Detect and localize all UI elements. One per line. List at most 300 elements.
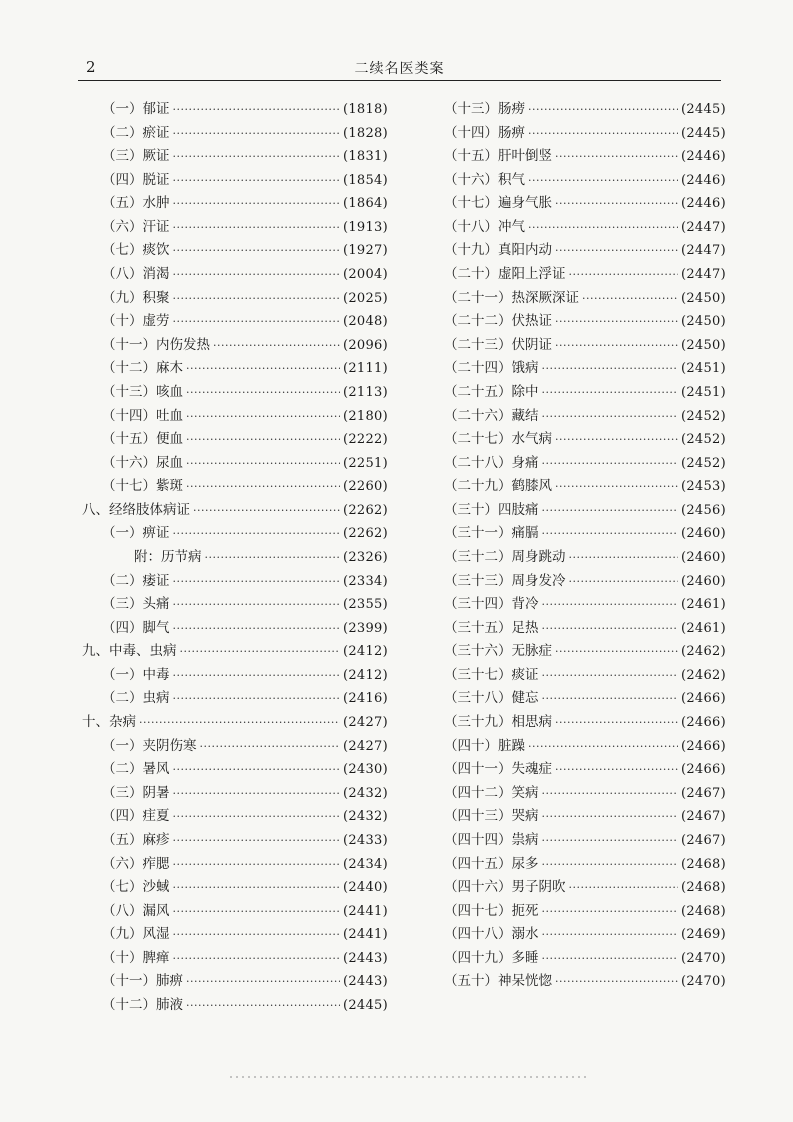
dot-leader bbox=[528, 740, 678, 753]
toc-entry-page: (2180) bbox=[342, 408, 388, 424]
dot-leader bbox=[173, 103, 340, 116]
dot-leader bbox=[173, 905, 340, 918]
toc-entry-title: （十二）肺液 bbox=[102, 996, 183, 1013]
dot-leader bbox=[173, 244, 340, 257]
toc-entry[interactable] bbox=[82, 380, 388, 404]
dot-leader bbox=[173, 315, 340, 328]
toc-entry-title: （五）麻疹 bbox=[102, 831, 170, 848]
toc-entry-title: （十七）遍身气胀 bbox=[444, 195, 552, 212]
toc-entry[interactable] bbox=[82, 168, 388, 192]
dot-leader bbox=[186, 999, 340, 1012]
toc-entry-title: （二）痿证 bbox=[102, 572, 170, 589]
toc-entry-title: （四十五）尿多 bbox=[444, 855, 539, 872]
toc-entry-page: (2445) bbox=[342, 997, 388, 1013]
toc-entry-page: (2096) bbox=[342, 337, 388, 353]
toc-entry-title: （四）疰夏 bbox=[102, 808, 170, 825]
toc-entry[interactable] bbox=[444, 404, 726, 428]
toc-entry[interactable] bbox=[82, 404, 388, 428]
dot-leader bbox=[186, 386, 340, 399]
toc-entry-title: （十九）真阳内动 bbox=[444, 242, 552, 259]
toc-entry-page: (2467) bbox=[680, 809, 726, 825]
header-rule bbox=[78, 80, 721, 81]
toc-entry-page: (2460) bbox=[680, 573, 726, 589]
toc-entry-title: （三十四）背冷 bbox=[444, 596, 539, 613]
toc-entry-page: (2443) bbox=[342, 974, 388, 990]
toc-entry[interactable] bbox=[82, 451, 388, 475]
toc-entry-title: （十五）便血 bbox=[102, 431, 183, 448]
dot-leader bbox=[542, 598, 678, 611]
dot-leader bbox=[173, 174, 340, 187]
toc-left-column bbox=[82, 97, 388, 1017]
toc-entry-page: (2462) bbox=[680, 644, 726, 660]
toc-entry-title: （十三）肠痨 bbox=[444, 101, 525, 117]
toc-entry-page: (2048) bbox=[342, 314, 388, 330]
toc-entry-title: （十三）咳血 bbox=[102, 383, 183, 400]
toc-entry-title: （十二）麻木 bbox=[102, 360, 183, 377]
toc-entry-title: （二）瘀证 bbox=[102, 124, 170, 141]
dot-leader bbox=[173, 787, 340, 800]
dot-leader bbox=[186, 362, 340, 375]
toc-entry-page: (2450) bbox=[680, 337, 726, 353]
toc-entry-title: （二）虫病 bbox=[102, 690, 170, 707]
dot-leader bbox=[139, 716, 340, 729]
toc-entry-page: (2451) bbox=[680, 361, 726, 377]
toc-entry-page: (2446) bbox=[680, 149, 726, 165]
toc-entry-page: (2334) bbox=[342, 573, 388, 589]
toc-entry[interactable] bbox=[444, 521, 726, 545]
toc-entry-title: （十）脾瘅 bbox=[102, 949, 170, 966]
toc-entry-page: (2222) bbox=[342, 432, 388, 448]
toc-entry-title: （十四）肠痹 bbox=[444, 124, 525, 141]
toc-entry-page: (2427) bbox=[342, 715, 388, 731]
toc-entry[interactable] bbox=[82, 356, 388, 380]
toc-entry-title: （三十五）足热 bbox=[444, 619, 539, 636]
toc-entry-page: (2446) bbox=[680, 196, 726, 212]
toc-entry[interactable] bbox=[82, 686, 388, 710]
toc-entry-title: （三十六）无脉症 bbox=[444, 643, 552, 660]
toc-entry-title: （九）风湿 bbox=[102, 926, 170, 943]
dot-leader bbox=[173, 810, 340, 823]
toc-entry-page: (2446) bbox=[680, 172, 726, 188]
toc-entry[interactable] bbox=[82, 191, 388, 215]
dot-leader bbox=[542, 527, 678, 540]
toc-entry-page: (2466) bbox=[680, 691, 726, 707]
dot-leader bbox=[173, 881, 340, 894]
dot-leader bbox=[173, 834, 340, 847]
toc-entry-page: (2466) bbox=[680, 762, 726, 778]
toc-entry-page: (1854) bbox=[342, 172, 388, 188]
toc-entry-title: （七）沙蜮 bbox=[102, 879, 170, 896]
toc-entry-title: （四十六）男子阴吹 bbox=[444, 879, 566, 896]
toc-entry[interactable] bbox=[444, 592, 726, 616]
toc-entry-title: （四十一）失魂症 bbox=[444, 761, 552, 778]
toc-entry-page: (2460) bbox=[680, 549, 726, 565]
toc-entry-title: （四十四）祟病 bbox=[444, 831, 539, 848]
toc-entry-page: (2456) bbox=[680, 502, 726, 518]
toc-entry-title: （十七）紫斑 bbox=[102, 478, 183, 495]
toc-entry-page: (2262) bbox=[342, 502, 388, 518]
dot-leader bbox=[173, 669, 340, 682]
toc-entry[interactable] bbox=[82, 545, 388, 569]
toc-entry[interactable] bbox=[444, 498, 726, 522]
dot-leader bbox=[186, 433, 340, 446]
toc-entry-page: (1927) bbox=[342, 243, 388, 259]
toc-entry[interactable] bbox=[82, 569, 388, 593]
dot-leader bbox=[173, 763, 340, 776]
dot-leader bbox=[582, 292, 678, 305]
toc-entry[interactable] bbox=[444, 734, 726, 758]
dot-leader bbox=[542, 928, 678, 941]
toc-entry-page: (2445) bbox=[680, 125, 726, 141]
toc-entry[interactable] bbox=[444, 380, 726, 404]
dot-leader bbox=[542, 858, 678, 871]
toc-entry-title: 十、杂病 bbox=[82, 714, 136, 731]
toc-entry[interactable] bbox=[82, 852, 388, 876]
toc-entry-page: (1828) bbox=[342, 125, 388, 141]
toc-entry-page: (2453) bbox=[680, 479, 726, 495]
toc-right-column bbox=[444, 97, 726, 993]
toc-entry[interactable] bbox=[82, 309, 388, 333]
toc-entry-title: （七）痰饮 bbox=[102, 242, 170, 259]
toc-entry-title: （六）汗证 bbox=[102, 218, 170, 235]
dot-leader bbox=[542, 457, 678, 470]
toc-entry[interactable] bbox=[444, 686, 726, 710]
dot-leader bbox=[542, 504, 678, 517]
toc-entry-title: （一）夹阴伤寒 bbox=[102, 737, 197, 754]
toc-entry-title: （二十）虚阳上浮证 bbox=[444, 266, 566, 283]
toc-entry[interactable] bbox=[82, 875, 388, 899]
dot-leader bbox=[542, 362, 678, 375]
dot-leader bbox=[173, 952, 340, 965]
toc-entry[interactable] bbox=[82, 663, 388, 687]
toc-entry[interactable] bbox=[444, 121, 726, 145]
dot-leader bbox=[569, 881, 678, 894]
toc-entry-page: (2468) bbox=[680, 880, 726, 896]
toc-entry-page: (2113) bbox=[342, 384, 388, 400]
toc-entry-page: (2467) bbox=[680, 832, 726, 848]
toc-entry-title: （六）痄腮 bbox=[102, 855, 170, 872]
toc-entry[interactable] bbox=[82, 734, 388, 758]
page-header bbox=[78, 56, 721, 80]
toc-entry-page: (2399) bbox=[342, 620, 388, 636]
toc-entry-page: (2441) bbox=[342, 927, 388, 943]
toc-entry-title: （三）厥证 bbox=[102, 148, 170, 165]
toc-entry[interactable] bbox=[82, 333, 388, 357]
toc-entry-title: （九）积聚 bbox=[102, 289, 170, 306]
toc-entry[interactable] bbox=[82, 639, 388, 663]
toc-entry-page: (2450) bbox=[680, 290, 726, 306]
dot-leader bbox=[173, 268, 340, 281]
toc-entry-page: (2461) bbox=[680, 597, 726, 613]
toc-entry-page: (2452) bbox=[680, 408, 726, 424]
toc-entry-page: (2440) bbox=[342, 880, 388, 896]
toc-entry[interactable] bbox=[82, 121, 388, 145]
toc-entry-title: （四十二）笑病 bbox=[444, 784, 539, 801]
toc-entry-title: （四十九）多睡 bbox=[444, 949, 539, 966]
dot-leader bbox=[173, 221, 340, 234]
toc-entry[interactable] bbox=[444, 545, 726, 569]
toc-entry-title: （十）虚劳 bbox=[102, 313, 170, 330]
toc-entry-page: (2452) bbox=[680, 432, 726, 448]
toc-entry[interactable] bbox=[82, 238, 388, 262]
toc-entry-page: (2355) bbox=[342, 597, 388, 613]
toc-entry[interactable] bbox=[444, 969, 726, 993]
dot-leader bbox=[555, 197, 678, 210]
dot-leader bbox=[200, 740, 340, 753]
toc-entry-title: （四十八）溺水 bbox=[444, 926, 539, 943]
toc-entry-page: (2467) bbox=[680, 785, 726, 801]
toc-entry-title: （二十二）伏热证 bbox=[444, 313, 552, 330]
toc-entry[interactable] bbox=[82, 993, 388, 1017]
toc-entry-title: 附：历节病 bbox=[134, 548, 202, 565]
toc-entry[interactable] bbox=[444, 710, 726, 734]
toc-entry-page: (1864) bbox=[342, 196, 388, 212]
toc-entry[interactable] bbox=[444, 238, 726, 262]
dot-leader bbox=[173, 858, 340, 871]
toc-entry[interactable] bbox=[444, 875, 726, 899]
toc-entry[interactable] bbox=[82, 781, 388, 805]
dot-leader bbox=[555, 433, 678, 446]
toc-entry[interactable] bbox=[444, 569, 726, 593]
dot-leader bbox=[173, 527, 340, 540]
dot-leader bbox=[173, 575, 340, 588]
dot-leader bbox=[555, 244, 678, 257]
toc-entry-title: （十四）吐血 bbox=[102, 407, 183, 424]
dot-leader bbox=[173, 692, 340, 705]
scan-artifact bbox=[230, 1076, 590, 1078]
toc-entry[interactable] bbox=[82, 710, 388, 734]
toc-entry[interactable] bbox=[444, 356, 726, 380]
dot-leader bbox=[542, 787, 678, 800]
dot-leader bbox=[555, 763, 678, 776]
toc-entry-page: (2412) bbox=[342, 644, 388, 660]
toc-entry-page: (2025) bbox=[342, 290, 388, 306]
toc-entry[interactable] bbox=[82, 616, 388, 640]
toc-entry-title: （十六）积气 bbox=[444, 171, 525, 188]
toc-entry[interactable] bbox=[82, 804, 388, 828]
toc-entry-title: （二十七）水气病 bbox=[444, 431, 552, 448]
toc-entry-page: (2450) bbox=[680, 314, 726, 330]
toc-entry[interactable] bbox=[444, 97, 726, 121]
dot-leader bbox=[213, 339, 340, 352]
dot-leader bbox=[569, 268, 678, 281]
toc-entry-page: (2466) bbox=[680, 715, 726, 731]
toc-entry-page: (2460) bbox=[680, 526, 726, 542]
toc-entry[interactable] bbox=[82, 97, 388, 121]
toc-entry-page: (2432) bbox=[342, 809, 388, 825]
toc-entry[interactable] bbox=[444, 781, 726, 805]
toc-entry[interactable] bbox=[444, 757, 726, 781]
toc-entry-page: (2430) bbox=[342, 762, 388, 778]
dot-leader bbox=[173, 292, 340, 305]
toc-entry[interactable] bbox=[82, 757, 388, 781]
toc-entry-title: （八）漏风 bbox=[102, 902, 170, 919]
toc-entry[interactable] bbox=[444, 451, 726, 475]
toc-entry-title: （四十）脏躁 bbox=[444, 737, 525, 754]
toc-entry[interactable] bbox=[444, 828, 726, 852]
toc-entry-page: (2251) bbox=[342, 455, 388, 471]
dot-leader bbox=[528, 103, 678, 116]
running-title: 二续名医类案 bbox=[354, 61, 445, 77]
dot-leader bbox=[205, 551, 340, 564]
toc-entry[interactable] bbox=[444, 215, 726, 239]
toc-entry-page: (2441) bbox=[342, 903, 388, 919]
dot-leader bbox=[173, 622, 340, 635]
toc-entry-title: （十一）肺痹 bbox=[102, 973, 183, 990]
toc-entry[interactable] bbox=[82, 521, 388, 545]
toc-entry-page: (2445) bbox=[680, 102, 726, 117]
toc-entry[interactable] bbox=[444, 262, 726, 286]
toc-entry-page: (2443) bbox=[342, 950, 388, 966]
toc-entry-page: (2451) bbox=[680, 384, 726, 400]
toc-entry-title: （三十）四肢痛 bbox=[444, 501, 539, 518]
toc-entry-title: （四十三）哭病 bbox=[444, 808, 539, 825]
toc-entry-page: (2412) bbox=[342, 667, 388, 683]
toc-entry-page: (2326) bbox=[342, 549, 388, 565]
toc-entry-page: (2004) bbox=[342, 267, 388, 283]
toc-entry-title: （八）消渴 bbox=[102, 266, 170, 283]
toc-entry-page: (2470) bbox=[680, 974, 726, 990]
toc-entry[interactable] bbox=[444, 191, 726, 215]
dot-leader bbox=[542, 810, 678, 823]
toc-entry-title: （二十八）身痛 bbox=[444, 454, 539, 471]
dot-leader bbox=[528, 221, 678, 234]
dot-leader bbox=[186, 410, 340, 423]
dot-leader bbox=[555, 645, 678, 658]
toc-entry-title: 九、中毒、虫病 bbox=[82, 643, 177, 660]
toc-entry-page: (2262) bbox=[342, 526, 388, 542]
toc-entry-title: （三十九）相思病 bbox=[444, 714, 552, 731]
dot-leader bbox=[555, 480, 678, 493]
toc-entry-title: （二）暑风 bbox=[102, 761, 170, 778]
dot-leader bbox=[542, 386, 678, 399]
toc-entry-page: (2447) bbox=[680, 243, 726, 259]
toc-entry[interactable] bbox=[82, 828, 388, 852]
toc-entry-title: （十一）内伤发热 bbox=[102, 336, 210, 353]
dot-leader bbox=[173, 928, 340, 941]
toc-entry[interactable] bbox=[82, 427, 388, 451]
dot-leader bbox=[173, 127, 340, 140]
dot-leader bbox=[555, 315, 678, 328]
toc-entry-page: (2461) bbox=[680, 620, 726, 636]
dot-leader bbox=[542, 952, 678, 965]
toc-entry[interactable] bbox=[82, 969, 388, 993]
toc-entry-title: （二十九）鹤膝风 bbox=[444, 478, 552, 495]
toc-entry[interactable] bbox=[444, 144, 726, 168]
page-number: 2 bbox=[86, 58, 96, 76]
toc-entry-title: （五）水肿 bbox=[102, 195, 170, 212]
toc-entry-page: (1831) bbox=[342, 149, 388, 165]
toc-entry-title: （十八）冲气 bbox=[444, 218, 525, 235]
toc-entry[interactable] bbox=[444, 309, 726, 333]
toc-entry-title: （一）郁证 bbox=[102, 101, 170, 117]
toc-entry-page: (2468) bbox=[680, 856, 726, 872]
toc-entry[interactable] bbox=[444, 474, 726, 498]
dot-leader bbox=[193, 504, 340, 517]
toc-entry[interactable] bbox=[444, 899, 726, 923]
toc-entry-title: （五十）神呆恍惚 bbox=[444, 973, 552, 990]
toc-entry-page: (2427) bbox=[342, 738, 388, 754]
toc-entry[interactable] bbox=[444, 639, 726, 663]
toc-entry-page: (2466) bbox=[680, 738, 726, 754]
toc-entry-page: (2452) bbox=[680, 455, 726, 471]
toc-entry-title: （三十三）周身发冷 bbox=[444, 572, 566, 589]
toc-entry[interactable] bbox=[444, 168, 726, 192]
toc-entry-title: （二十六）藏结 bbox=[444, 407, 539, 424]
dot-leader bbox=[173, 598, 340, 611]
toc-entry-page: (2433) bbox=[342, 832, 388, 848]
toc-entry-title: （三十二）周身跳动 bbox=[444, 548, 566, 565]
toc-entry[interactable] bbox=[444, 946, 726, 970]
toc-entry-title: （一）中毒 bbox=[102, 666, 170, 683]
toc-entry[interactable] bbox=[82, 899, 388, 923]
toc-entry-page: (2416) bbox=[342, 691, 388, 707]
toc-entry[interactable] bbox=[82, 922, 388, 946]
dot-leader bbox=[555, 339, 678, 352]
toc-entry[interactable] bbox=[444, 616, 726, 640]
toc-entry-title: （二十五）除中 bbox=[444, 383, 539, 400]
toc-entry-page: (2434) bbox=[342, 856, 388, 872]
dot-leader bbox=[528, 174, 678, 187]
toc-entry-title: （三）阴暑 bbox=[102, 784, 170, 801]
toc-entry-page: (1818) bbox=[342, 102, 388, 117]
toc-entry[interactable] bbox=[82, 592, 388, 616]
toc-entry[interactable] bbox=[82, 286, 388, 310]
dot-leader bbox=[186, 975, 340, 988]
toc-entry-page: (2468) bbox=[680, 903, 726, 919]
toc-entry-page: (2111) bbox=[342, 361, 388, 377]
toc-entry-page: (1913) bbox=[342, 219, 388, 235]
dot-leader bbox=[186, 457, 340, 470]
toc-entry-title: （三）头痛 bbox=[102, 596, 170, 613]
toc-entry-title: （四）脚气 bbox=[102, 619, 170, 636]
dot-leader bbox=[569, 551, 678, 564]
toc-entry[interactable] bbox=[82, 215, 388, 239]
toc-entry[interactable] bbox=[444, 427, 726, 451]
dot-leader bbox=[542, 692, 678, 705]
toc-entry[interactable] bbox=[444, 922, 726, 946]
toc-entry[interactable] bbox=[82, 262, 388, 286]
toc-entry[interactable] bbox=[444, 852, 726, 876]
dot-leader bbox=[542, 669, 678, 682]
toc-entry-title: 八、经络肢体病证 bbox=[82, 501, 190, 518]
toc-entry-title: （三十八）健忘 bbox=[444, 690, 539, 707]
toc-entry-page: (2462) bbox=[680, 667, 726, 683]
dot-leader bbox=[542, 410, 678, 423]
dot-leader bbox=[173, 197, 340, 210]
toc-entry-title: （十五）肝叶倒竖 bbox=[444, 148, 552, 165]
toc-entry-page: (2260) bbox=[342, 479, 388, 495]
toc-entry-title: （三十一）痛膈 bbox=[444, 525, 539, 542]
toc-entry-page: (2469) bbox=[680, 927, 726, 943]
toc-entry-title: （二十四）饿病 bbox=[444, 360, 539, 377]
toc-entry[interactable] bbox=[444, 333, 726, 357]
toc-entry[interactable] bbox=[444, 804, 726, 828]
toc-entry[interactable] bbox=[444, 663, 726, 687]
dot-leader bbox=[180, 645, 340, 658]
toc-entry[interactable] bbox=[82, 144, 388, 168]
toc-entry-title: （一）痹证 bbox=[102, 525, 170, 542]
dot-leader bbox=[542, 834, 678, 847]
toc-entry[interactable] bbox=[82, 946, 388, 970]
toc-entry-title: （四十七）扼死 bbox=[444, 902, 539, 919]
toc-entry[interactable] bbox=[444, 286, 726, 310]
dot-leader bbox=[555, 716, 678, 729]
toc-entry-title: （二十一）热深厥深证 bbox=[444, 289, 579, 306]
toc-entry[interactable] bbox=[82, 474, 388, 498]
toc-entry[interactable] bbox=[82, 498, 388, 522]
dot-leader bbox=[186, 480, 340, 493]
